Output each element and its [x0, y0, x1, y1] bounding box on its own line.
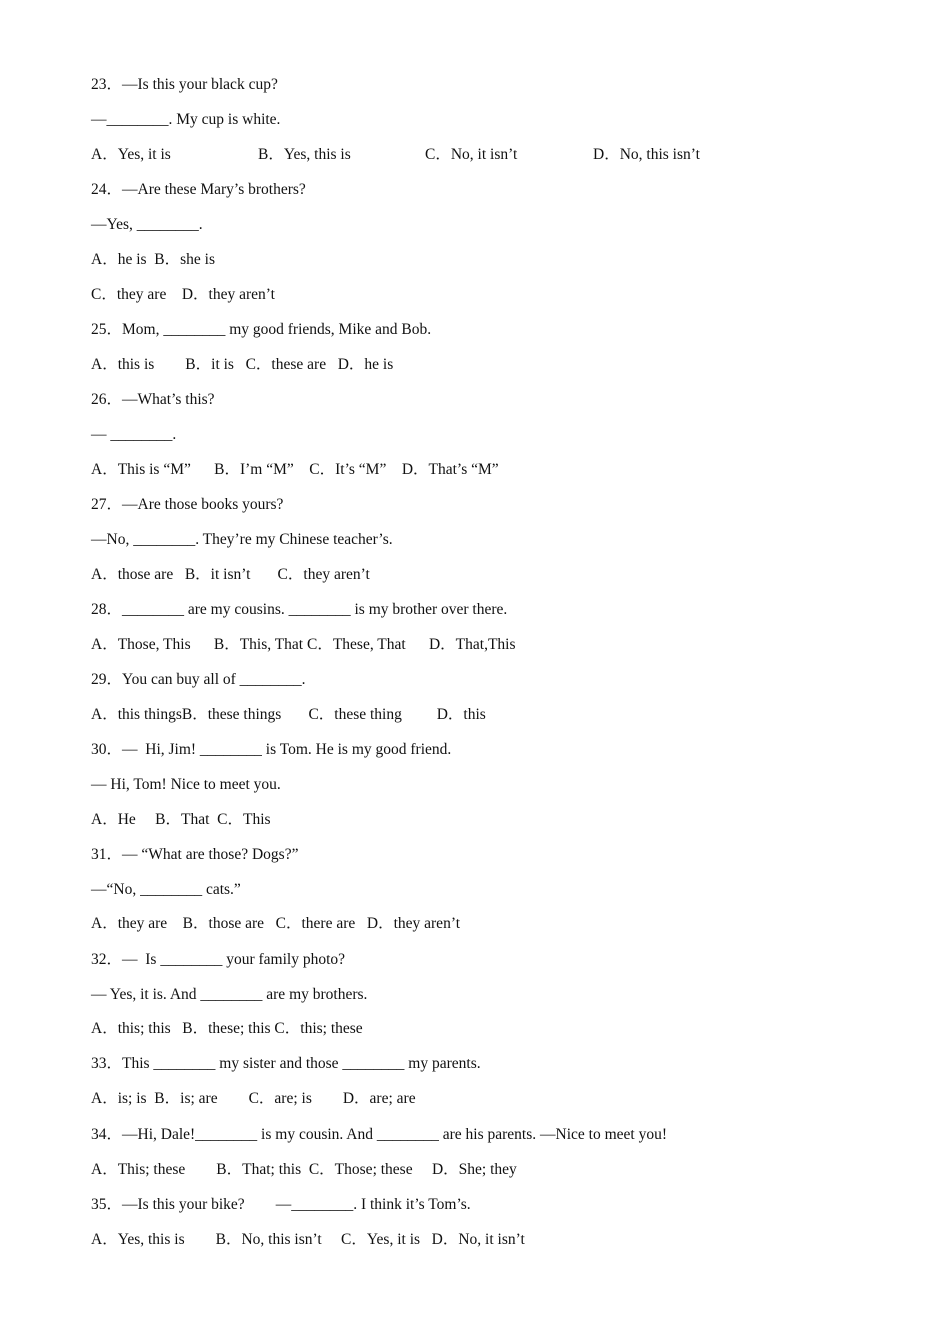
answer-line: — ________. [91, 426, 177, 443]
answer-line: —“No, ________ cats.” [91, 881, 241, 898]
option-row: A．Yes, this is B．No, this isn’t C．Yes, it is D．No, it isn’t [91, 1231, 525, 1248]
question-stem: 27．—Are those books yours? [91, 496, 284, 513]
question-stem: 28．________ are my cousins. ________ is my brother over there. [91, 601, 508, 618]
question-stem: 32．— Is ________ your family photo? [91, 951, 346, 968]
question-stem: 30．— Hi, Jim! ________ is Tom. He is my good friend. [91, 741, 452, 758]
question-stem: 34．—Hi, Dale!________ is my cousin. And ________ are his parents. —Nice to meet you! [91, 1126, 667, 1143]
answer-line: —Yes, ________. [91, 216, 203, 233]
option-row: A．This is “M” B．I’m “M” C．It’s “M” D．That’s “M” [91, 461, 499, 478]
option-row: A．he is B．she is [91, 251, 216, 268]
question-stem: 35．—Is this your bike? —________. I think it’s Tom’s. [91, 1196, 471, 1213]
answer-line: — Yes, it is. And ________ are my brothers. [91, 986, 368, 1003]
option-a: A．Yes, it is [91, 146, 171, 163]
option-row: A．He B．That C．This [91, 811, 271, 828]
option-row: A．is; is B．is; are C．are; is D．are; are [91, 1090, 416, 1107]
question-stem: 31．— “What are those? Dogs?” [91, 846, 299, 863]
question-stem: 33．This ________ my sister and those ________ my parents. [91, 1055, 481, 1072]
option-row: A．This; these B．That; this C．Those; these D．She; they [91, 1161, 517, 1178]
answer-line: —________. My cup is white. [91, 111, 281, 128]
option-row: A．this is B．it is C．these are D．he is [91, 356, 394, 373]
answer-line: — Hi, Tom! Nice to meet you. [91, 776, 281, 793]
question-stem: 25．Mom, ________ my good friends, Mike and Bob. [91, 321, 432, 338]
option-row: A．those are B．it isn’t C．they aren’t [91, 566, 370, 583]
option-b: B．Yes, this is [258, 146, 351, 163]
question-stem: 24．—Are these Mary’s brothers? [91, 181, 306, 198]
option-row: A．this; this B．these; this C．this; these [91, 1020, 363, 1037]
option-c: C．No, it isn’t [425, 146, 518, 163]
question-stem: 26．—What’s this? [91, 391, 215, 408]
option-row: A．Those, This B．This, That C．These, That D．That,This [91, 636, 516, 653]
question-stem: 23．—Is this your black cup? [91, 76, 278, 93]
option-row: A．they are B．those are C．there are D．they aren’t [91, 915, 461, 932]
option-d: D．No, this isn’t [593, 146, 700, 163]
answer-line: —No, ________. They’re my Chinese teacher’s. [91, 531, 393, 548]
option-row: A．this thingsB．these things C．these thing D．this [91, 706, 486, 723]
option-row: C．they are D．they aren’t [91, 286, 275, 303]
question-stem: 29．You can buy all of ________. [91, 671, 306, 688]
